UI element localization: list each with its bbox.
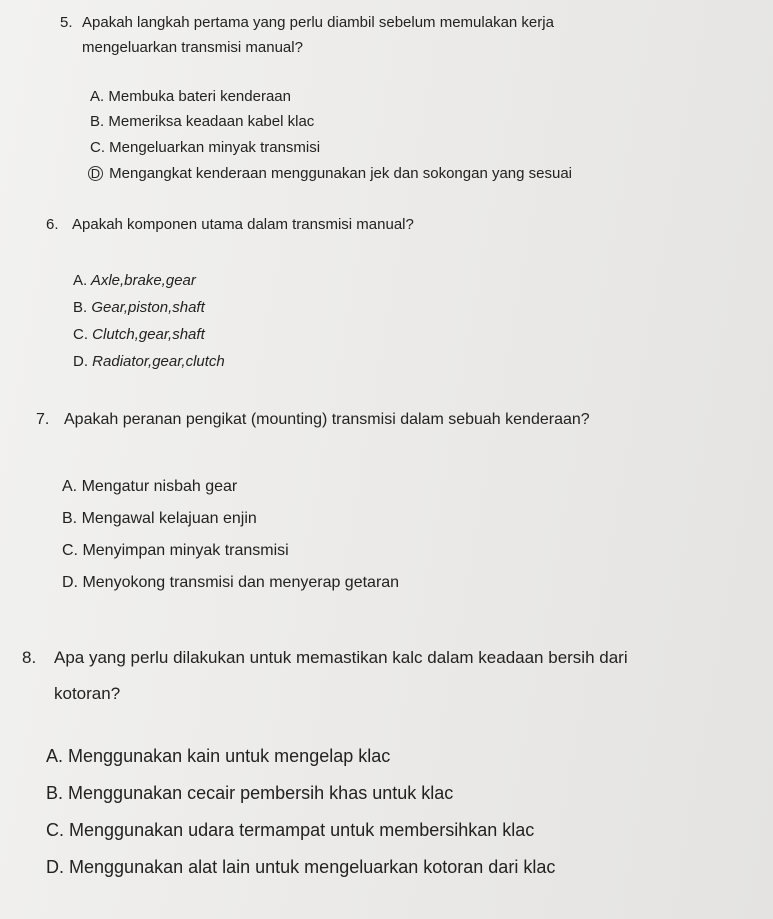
option-letter: C. bbox=[90, 139, 105, 156]
option-text: Radiator,gear,clutch bbox=[92, 353, 225, 370]
selected-answer-circle: D bbox=[88, 166, 103, 181]
question-text-line: kotoran? bbox=[54, 684, 121, 703]
question-number: 5. bbox=[60, 14, 73, 31]
option-letter: A. bbox=[73, 272, 88, 289]
option-d[interactable] bbox=[62, 574, 399, 592]
option-c[interactable] bbox=[62, 542, 289, 560]
option-text: Mengeluarkan minyak transmisi bbox=[109, 139, 321, 156]
option-d[interactable] bbox=[46, 857, 555, 878]
question-number: 7. bbox=[36, 411, 50, 428]
option-text: Menyimpan minyak transmisi bbox=[82, 542, 289, 559]
question-text-line: Apakah komponen utama dalam transmisi manual? bbox=[72, 216, 414, 233]
option-letter: B. bbox=[62, 510, 78, 527]
option-text: Mengawal kelajuan enjin bbox=[81, 510, 257, 527]
option-letter: C. bbox=[62, 542, 78, 559]
option-a[interactable] bbox=[90, 88, 291, 105]
option-letter: C. bbox=[46, 820, 64, 840]
option-text: Menyokong transmisi dan menyerap getaran bbox=[82, 574, 400, 591]
option-text: Membuka bateri kenderaan bbox=[108, 88, 291, 105]
option-b[interactable] bbox=[62, 510, 257, 528]
option-a[interactable] bbox=[73, 272, 196, 289]
option-text: Menggunakan alat lain untuk mengeluarkan kotoran dari klac bbox=[69, 857, 556, 877]
option-text: Mengangkat kenderaan menggunakan jek dan sokongan yang sesuai bbox=[109, 165, 573, 182]
option-b[interactable] bbox=[73, 299, 205, 316]
question-text-line: mengeluarkan transmisi manual? bbox=[82, 39, 303, 56]
option-c[interactable] bbox=[73, 326, 205, 343]
option-letter: B. bbox=[73, 299, 88, 316]
question-number: 8. bbox=[22, 648, 37, 667]
option-letter: B. bbox=[46, 783, 64, 803]
option-d[interactable] bbox=[88, 165, 572, 182]
option-d[interactable] bbox=[73, 353, 225, 370]
question-number: 6. bbox=[46, 216, 59, 233]
option-c[interactable] bbox=[90, 139, 320, 156]
option-letter: D. bbox=[46, 857, 64, 877]
option-letter: A. bbox=[62, 478, 78, 495]
option-b[interactable] bbox=[46, 783, 453, 804]
option-text: Memeriksa keadaan kabel klac bbox=[108, 113, 315, 130]
option-letter: D. bbox=[62, 574, 78, 591]
option-text: Axle,brake,gear bbox=[90, 272, 196, 289]
option-text: Mengatur nisbah gear bbox=[81, 478, 238, 495]
option-a[interactable] bbox=[62, 478, 237, 496]
question-text-line: Apa yang perlu dilakukan untuk memastikan kalc dalam keadaan bersih dari bbox=[54, 648, 628, 667]
option-text: Gear,piston,shaft bbox=[91, 299, 205, 316]
question-text-line: Apakah peranan pengikat (mounting) transmisi dalam sebuah kenderaan? bbox=[64, 411, 590, 428]
option-text: Menggunakan cecair pembersih khas untuk klac bbox=[68, 783, 454, 803]
option-text: Menggunakan udara termampat untuk membersihkan klac bbox=[69, 820, 535, 840]
option-letter: D. bbox=[73, 353, 88, 370]
option-text: Clutch,gear,shaft bbox=[92, 326, 205, 343]
option-b[interactable] bbox=[90, 113, 314, 130]
option-letter: A. bbox=[90, 88, 105, 105]
option-letter: B. bbox=[90, 113, 105, 130]
option-a[interactable] bbox=[46, 746, 390, 767]
question-text-line: Apakah langkah pertama yang perlu diambil sebelum memulakan kerja bbox=[82, 14, 554, 31]
option-letter: A. bbox=[46, 746, 64, 766]
option-c[interactable] bbox=[46, 820, 534, 841]
option-text: Menggunakan kain untuk mengelap klac bbox=[68, 746, 391, 766]
option-letter: C. bbox=[73, 326, 88, 343]
